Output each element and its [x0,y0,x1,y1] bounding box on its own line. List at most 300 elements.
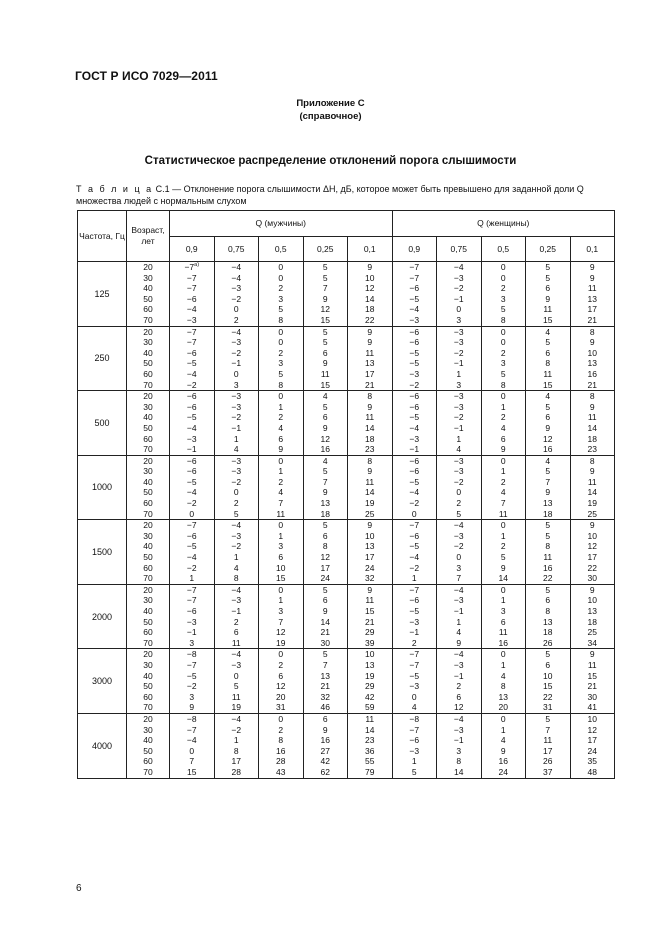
value-cell-women [570,713,615,778]
threshold-value: −7 [409,724,420,735]
value-cell-women [392,455,437,520]
threshold-value: −2 [231,412,242,423]
threshold-value: −3 [453,272,464,283]
age-value: 20 [143,262,153,272]
document-header: ГОСТ Р ИСО 7029—2011 [75,69,218,83]
q-header-women: 0,9 [392,236,437,262]
threshold-value: 15 [320,379,330,390]
threshold-value: 7 [322,476,328,487]
threshold-value: 13 [587,293,597,304]
threshold-value: 16 [587,368,597,379]
threshold-value: 46 [320,702,330,713]
frequency-cell: 4000 [78,713,127,778]
threshold-value: 16 [543,444,553,455]
frequency-row [78,326,615,391]
threshold-value: −5 [186,670,197,681]
value-cell-men [348,713,393,778]
threshold-value: 0 [500,520,506,531]
threshold-value: 6 [322,713,328,724]
threshold-value: 1 [189,573,195,584]
threshold-value: −3 [231,466,242,477]
threshold-value: 10 [587,530,597,541]
threshold-value: 8 [589,391,595,402]
threshold-value: 11 [543,552,553,563]
threshold-value: 3 [500,606,506,616]
threshold-value: 12 [365,283,375,294]
threshold-value: 19 [231,702,241,713]
threshold-value: 8 [233,573,239,584]
threshold-value: −6 [186,391,197,402]
threshold-value: 5 [456,508,462,519]
threshold-value: 11 [231,637,241,648]
threshold-value: 2 [500,283,506,294]
threshold-value: 8 [233,745,239,756]
threshold-value: 6 [545,347,551,358]
threshold-value: 14 [587,487,597,498]
threshold-value: 9 [322,358,328,369]
age-value: 70 [143,314,153,325]
threshold-value: 9 [367,337,373,348]
threshold-value: 4 [456,444,462,455]
age-value: 50 [143,293,153,304]
value-cell-women [526,649,571,714]
age-cell [127,391,170,456]
age-value: 50 [143,358,153,369]
q-header-men: 0,25 [303,236,348,262]
threshold-value: 24 [320,573,330,584]
threshold-value: −2 [409,498,420,509]
value-cell-women [481,713,526,778]
threshold-value: 0 [278,391,284,402]
threshold-value: 16 [498,637,508,648]
age-value: 40 [143,347,153,358]
threshold-value: 2 [456,498,462,509]
threshold-value: −5 [409,670,420,681]
threshold-value: 11 [365,713,375,724]
value-cell-women [392,520,437,585]
threshold-value: 3 [456,562,462,573]
threshold-value: 39 [365,637,375,648]
q-header-men: 0,5 [259,236,304,262]
value-cell-men [170,713,215,778]
threshold-value: −3 [231,455,242,466]
threshold-value: −2 [231,347,242,358]
threshold-value: 9 [545,422,551,433]
value-cell-men [303,520,348,585]
threshold-value: 5 [545,520,551,531]
threshold-value: 15 [543,379,553,390]
threshold-value: 9 [500,745,506,756]
threshold-value: 0 [500,713,506,724]
threshold-value: 31 [543,702,553,713]
threshold-value: −6 [186,293,197,304]
threshold-value: −4 [186,304,197,315]
threshold-value: −3 [453,401,464,412]
age-value: 50 [143,745,153,756]
caption-text: Отклонение порога слышимости ΔH, дБ, которое может быть превышено для заданной доли Q множества людей с нормальным слухом [76,184,584,206]
threshold-value: −5 [186,476,197,487]
threshold-value: 11 [587,659,597,670]
threshold-value: 3 [189,637,195,648]
threshold-value: 7 [456,573,462,584]
threshold-value: −6 [409,326,420,337]
threshold-value: 30 [587,691,597,702]
threshold-value: 4 [233,444,239,455]
threshold-value: 24 [498,766,508,777]
frequency-cell: 250 [78,326,127,391]
threshold-value: 15 [365,606,375,616]
threshold-value: −3 [409,314,420,325]
hearing-threshold-table [77,210,615,779]
frequency-cell: 500 [78,391,127,456]
threshold-value: −4 [231,584,242,595]
caption-label: Т а б л и ц а [76,184,154,194]
threshold-value: 0 [278,713,284,724]
age-value: 30 [143,401,153,412]
threshold-value: −7 [409,659,420,670]
age-value: 30 [143,337,153,348]
threshold-value: 13 [365,541,375,552]
threshold-value: −5 [409,541,420,552]
annex-subtitle: (справочное) [299,111,362,122]
threshold-value: −2 [186,379,197,390]
age-value: 20 [143,584,153,595]
threshold-value: 6 [545,412,551,423]
threshold-value: −4 [453,713,464,724]
threshold-value: 1 [411,573,417,584]
threshold-value: −7 [409,584,420,595]
threshold-value: 17 [587,735,597,746]
threshold-value: −1 [409,444,420,455]
threshold-value: 0 [233,368,239,379]
threshold-value: 17 [365,368,375,379]
threshold-value: −6 [186,401,197,412]
threshold-value: 16 [498,756,508,767]
age-value: 60 [143,562,153,573]
threshold-value: −3 [231,401,242,412]
value-cell-women [437,391,482,456]
threshold-value: −2 [231,476,242,487]
age-value: 70 [143,444,153,455]
threshold-value: 1 [278,466,284,477]
value-cell-women [437,326,482,391]
threshold-value: −3 [453,659,464,670]
q-header-men: 0,9 [170,236,215,262]
threshold-value: 1 [456,616,462,627]
value-cell-men [348,649,393,714]
threshold-value: 8 [500,379,506,390]
threshold-value: 5 [500,552,506,563]
threshold-value: 9 [322,606,328,616]
threshold-value: −4 [453,649,464,660]
value-cell-men [259,713,304,778]
threshold-value: 10 [587,347,597,358]
threshold-value: 1 [233,735,239,746]
threshold-value: −1 [409,627,420,638]
threshold-value: −2 [409,562,420,573]
value-cell-men [170,455,215,520]
value-cell-women [526,520,571,585]
threshold-value: 5 [545,401,551,412]
age-value: 30 [143,272,153,283]
threshold-value: 14 [365,724,375,735]
frequency-row [78,262,615,327]
threshold-value: 8 [278,314,284,325]
value-cell-men [348,520,393,585]
threshold-value: −7 [409,262,420,272]
threshold-value: 1 [500,466,506,477]
value-cell-women [437,713,482,778]
age-value: 30 [143,659,153,670]
age-value: 20 [143,649,153,660]
value-cell-men [170,326,215,391]
threshold-value: 9 [589,466,595,477]
threshold-value: 0 [278,337,284,348]
threshold-value: −3 [186,314,197,325]
q-header-men: 0,1 [348,236,393,262]
threshold-value: −3 [231,659,242,670]
threshold-value: 0 [278,455,284,466]
threshold-value: 2 [500,541,506,552]
threshold-value: 26 [543,756,553,767]
threshold-value: 11 [587,412,597,423]
threshold-value: 0 [456,552,462,563]
column-header-age: Возраст, лет [127,211,170,262]
value-cell-men [214,649,259,714]
age-value: 40 [143,283,153,294]
threshold-value: −7 [186,595,197,606]
threshold-value: 13 [543,616,553,627]
age-value: 20 [143,455,153,466]
threshold-value: 2 [278,659,284,670]
threshold-value: −4 [186,487,197,498]
threshold-value: 37 [543,766,553,777]
threshold-value: 13 [543,498,553,509]
threshold-value: 8 [500,681,506,692]
threshold-value: 22 [543,691,553,702]
threshold-value: 9 [456,637,462,648]
threshold-value: 1 [500,530,506,541]
threshold-value: 4 [545,391,551,402]
threshold-value: 29 [365,627,375,638]
threshold-value: 1 [500,595,506,606]
threshold-value: 11 [231,691,241,702]
threshold-value: −6 [409,466,420,477]
threshold-value: 59 [365,702,375,713]
threshold-value: 6 [322,530,328,541]
threshold-value: 4 [500,487,506,498]
value-cell-men [303,584,348,649]
threshold-value: 0 [278,584,284,595]
value-cell-women [437,455,482,520]
threshold-value: −4 [409,487,420,498]
threshold-value: 8 [367,391,373,402]
threshold-value: 23 [365,735,375,746]
value-cell-men [348,584,393,649]
threshold-value: 4 [500,735,506,746]
threshold-value: 43 [276,766,286,777]
threshold-value: 22 [365,314,375,325]
threshold-value: 5 [322,520,328,531]
age-value: 50 [143,422,153,433]
threshold-value: −3 [231,337,242,348]
threshold-value: 5 [545,262,551,272]
threshold-value: 4 [322,455,328,466]
threshold-value: 4 [500,422,506,433]
threshold-value: 12 [320,433,330,444]
threshold-value: 7 [500,498,506,509]
age-value: 40 [143,476,153,487]
threshold-value: 29 [365,681,375,692]
threshold-value: 1 [500,659,506,670]
caption-number: С.1 — [155,184,182,194]
age-value: 70 [143,766,153,777]
threshold-value: 12 [543,433,553,444]
threshold-value: −3 [453,337,464,348]
threshold-value: 4 [456,627,462,638]
threshold-value: 19 [276,637,286,648]
threshold-value: 17 [587,552,597,563]
value-cell-women [481,520,526,585]
threshold-value: 4 [500,670,506,681]
threshold-value: 14 [498,573,508,584]
value-cell-men [348,262,393,327]
threshold-value: −2 [231,541,242,552]
threshold-value: −4 [409,422,420,433]
threshold-value: −5 [186,358,197,369]
value-cell-women [481,584,526,649]
threshold-value: 10 [543,670,553,681]
threshold-value: −4 [186,368,197,379]
value-cell-men [303,391,348,456]
threshold-value: 9 [589,337,595,348]
threshold-value: 5 [322,649,328,660]
threshold-value: −1 [453,670,464,681]
threshold-value: 13 [587,358,597,369]
frequency-row [78,391,615,456]
value-cell-women [392,584,437,649]
value-cell-men [259,649,304,714]
threshold-value: 0 [500,272,506,283]
threshold-value: 79 [365,766,375,777]
value-cell-women [570,520,615,585]
threshold-value: 17 [587,304,597,315]
threshold-value: 13 [365,358,375,369]
threshold-value: 6 [233,627,239,638]
threshold-value: 48 [587,766,597,777]
threshold-value: 11 [587,476,597,487]
threshold-value: 20 [276,691,286,702]
threshold-value: 4 [411,702,417,713]
threshold-value: 17 [320,562,330,573]
value-cell-men [259,584,304,649]
threshold-value: 5 [322,326,328,337]
threshold-value: −5 [186,541,197,552]
frequency-row [78,649,615,714]
threshold-value: 5 [545,337,551,348]
threshold-value: 2 [278,347,284,358]
value-cell-men [170,649,215,714]
threshold-value: −4 [231,272,242,283]
threshold-value: 32 [365,573,375,584]
age-value: 30 [143,724,153,735]
threshold-value: 15 [276,573,286,584]
threshold-value: 0 [456,304,462,315]
threshold-value: −2 [186,681,197,692]
threshold-value: 9 [367,262,373,272]
q-header-men: 0,75 [214,236,259,262]
threshold-value: 7 [278,616,284,627]
threshold-value: 24 [365,562,375,573]
threshold-value: 3 [233,379,239,390]
threshold-value: −4 [453,584,464,595]
threshold-value: −6 [409,530,420,541]
threshold-value: 5 [322,466,328,477]
threshold-value: −3 [453,391,464,402]
threshold-value: 16 [320,444,330,455]
threshold-value: 13 [365,659,375,670]
threshold-value: 9 [322,422,328,433]
threshold-value: 25 [587,508,597,519]
threshold-value: 0 [189,508,195,519]
threshold-value: 2 [233,498,239,509]
age-value: 30 [143,466,153,477]
value-cell-men [259,326,304,391]
age-value: 30 [143,595,153,606]
threshold-value: 13 [587,606,597,616]
threshold-value: 5 [233,681,239,692]
threshold-value: 8 [589,455,595,466]
threshold-value: −1 [453,422,464,433]
threshold-value: 15 [187,766,197,777]
threshold-value: −3 [453,530,464,541]
threshold-value: 2 [278,283,284,294]
threshold-value: 22 [543,573,553,584]
threshold-value: 19 [587,498,597,509]
threshold-value: −7 [186,326,197,337]
value-cell-women [437,262,482,327]
page-number: 6 [76,883,82,894]
threshold-value: 14 [320,616,330,627]
value-cell-women [481,326,526,391]
threshold-value: 0 [500,337,506,348]
threshold-value: 6 [456,691,462,702]
threshold-value: −4 [453,262,464,272]
threshold-value: −2 [186,498,197,509]
threshold-value: 6 [322,412,328,423]
threshold-value: −6 [186,347,197,358]
threshold-value: 14 [365,487,375,498]
threshold-value: 13 [320,498,330,509]
threshold-value: 1 [278,401,284,412]
group-header-women: Q (женщины) [392,211,615,237]
threshold-value: 4 [545,455,551,466]
age-value: 60 [143,627,153,638]
threshold-value: 2 [411,637,417,648]
threshold-value: −4 [231,262,242,272]
threshold-value: 8 [278,379,284,390]
threshold-value: 2 [500,347,506,358]
threshold-value: −1 [231,422,242,433]
threshold-value: −5 [409,606,420,616]
threshold-value: −4 [231,520,242,531]
threshold-value: 8 [545,606,551,616]
value-cell-men [348,455,393,520]
threshold-value: 6 [322,595,328,606]
value-cell-men [214,455,259,520]
threshold-value: 2 [233,314,239,325]
threshold-value: 1 [456,368,462,379]
